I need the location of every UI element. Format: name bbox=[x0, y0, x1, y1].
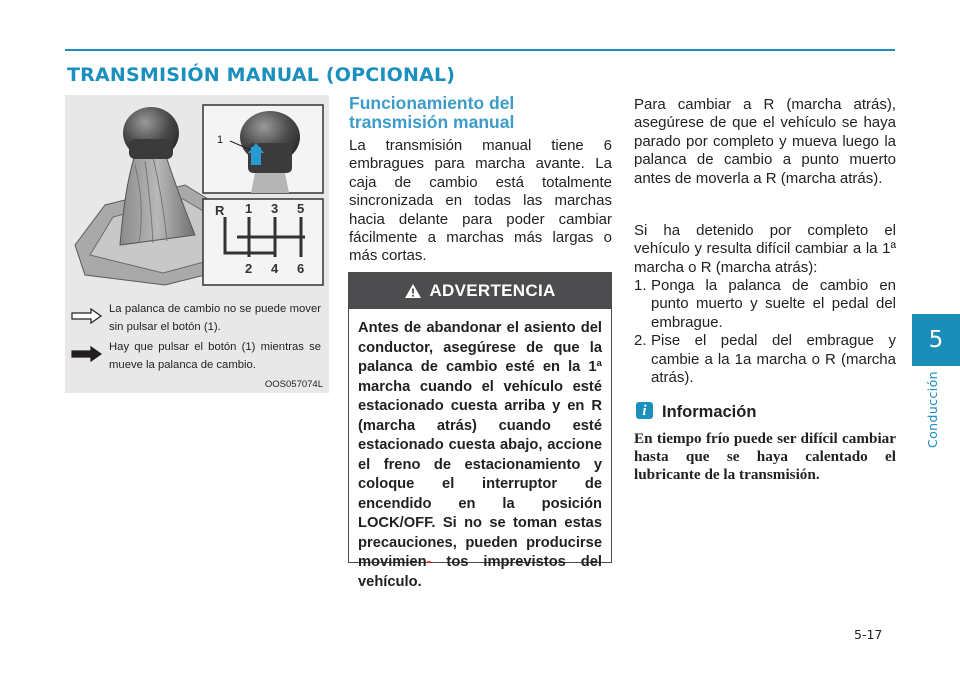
info-icon: i bbox=[636, 402, 653, 419]
gear-label: R bbox=[215, 203, 225, 218]
list-number: 1. bbox=[634, 277, 647, 294]
gear-label: 5 bbox=[297, 201, 305, 216]
subheading: Funcionamiento del transmisión manual bbox=[349, 93, 515, 132]
chapter-tab[interactable]: 5 bbox=[912, 314, 960, 366]
list-text: Ponga la palanca de cambio en punto muerto y suelte el pedal del embrague. bbox=[651, 277, 896, 331]
caption-text: Hay que pulsar el botón (1) mientras se mueve la palanca de cambio. bbox=[109, 341, 321, 371]
warning-title: ADVERTENCIA bbox=[429, 281, 556, 300]
gear-label: 3 bbox=[271, 201, 279, 216]
warning-body bbox=[349, 309, 611, 592]
outline-arrow-icon bbox=[71, 308, 103, 324]
steps-list bbox=[634, 277, 896, 387]
info-title: Información bbox=[662, 403, 757, 421]
gear-label: 6 bbox=[297, 261, 305, 276]
filled-arrow-icon bbox=[71, 346, 103, 362]
caption-row bbox=[65, 300, 329, 338]
reverse-paragraph: Para cambiar a R (marcha atrás), asegúrese de que el vehículo se haya parado por completo y mueva luego la palanca de cambio a punto muerto antes de moverla a R (marcha atrás). bbox=[634, 96, 896, 187]
warning-box bbox=[348, 272, 612, 590]
warning-triangle-icon bbox=[404, 283, 422, 299]
warning-hyphen: - bbox=[426, 554, 432, 570]
gear-lever-figure bbox=[65, 95, 329, 393]
list-text: Pise el pedal del embrague y cambie a la 1a marcha o R (marcha atrás). bbox=[651, 332, 896, 387]
chapter-label: Conducción bbox=[925, 371, 940, 448]
warning-header bbox=[349, 273, 611, 309]
figure-code: OOS057074L bbox=[264, 379, 323, 390]
gear-label: 2 bbox=[245, 261, 253, 276]
top-rule bbox=[65, 49, 895, 51]
difficulty-paragraph: Si ha detenido por completo el vehículo y resulta difícil cambiar a la 1ª marcha o R (marcha atrás): bbox=[634, 222, 896, 276]
intro-paragraph: La transmisión manual tiene 6 embragues para marcha avante. La caja de cambio está totalmente sincronizada en todas las marchas hacia delante para poder cambiar fácilmente a marchas más largas o más cortas. bbox=[349, 137, 612, 265]
page-number: 5-17 bbox=[854, 627, 883, 642]
warning-text-end: tos imprevistos del vehículo. bbox=[358, 554, 602, 590]
warning-text: Antes de abandonar el asiento del conductor, asegúrese de que la palanca de cambio esté en la 1ª marcha cuando el vehículo esté estacionado cuesta arriba y en R (marcha atrás) cuando esté estacionado cuesta abajo, accione el freno de estacionamiento y coloque el interruptor de encendido en la posición LOCK/OFF. Si no se toman estas precauciones, pueden producirse movimien bbox=[358, 320, 602, 570]
list-item bbox=[634, 277, 896, 332]
figure-caption bbox=[65, 300, 329, 376]
caption-text: La palanca de cambio no se puede mover sin pulsar el botón (1). bbox=[109, 303, 321, 333]
list-number: 2. bbox=[634, 332, 647, 350]
list-item bbox=[634, 332, 896, 387]
section-title: TRANSMISIÓN MANUAL (OPCIONAL) bbox=[67, 64, 456, 86]
gear-label: 1 bbox=[245, 201, 253, 216]
info-text: En tiempo frío puede ser difícil cambiar hasta que se haya calentado el lubricante de la transmisión. bbox=[634, 430, 896, 483]
caption-row bbox=[65, 338, 329, 376]
gear-lever-illustration bbox=[65, 95, 329, 295]
gear-label: 4 bbox=[271, 261, 279, 276]
callout-number: 1 bbox=[217, 134, 224, 146]
